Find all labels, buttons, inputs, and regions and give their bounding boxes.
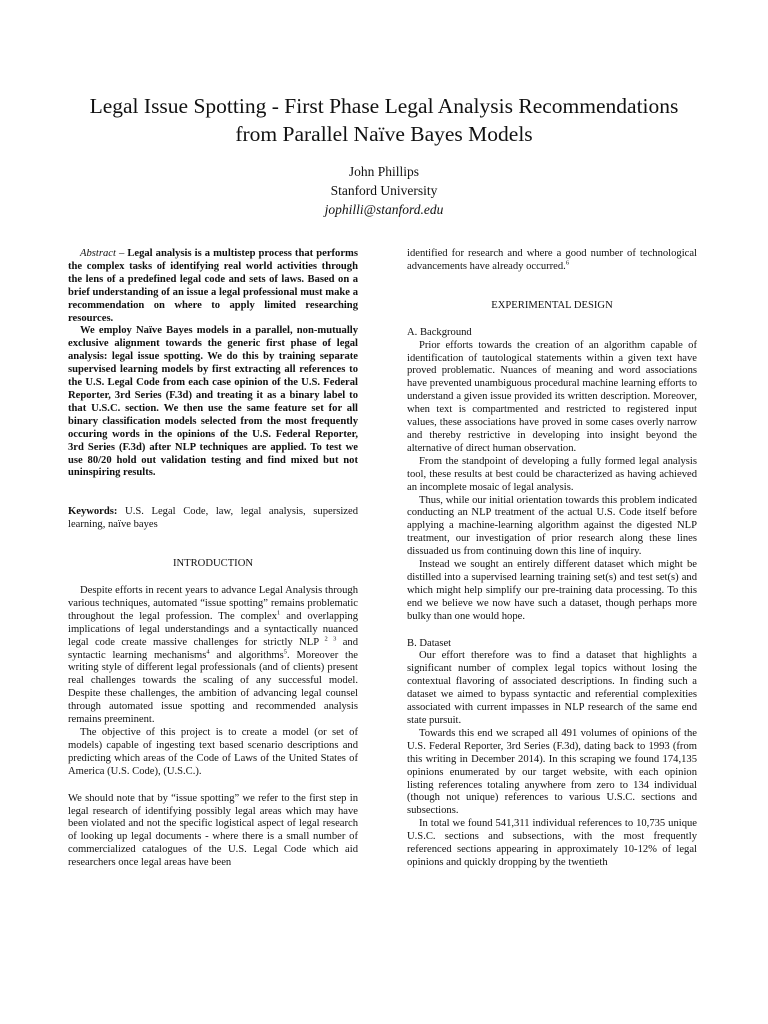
- intro-continuation: [407, 248, 697, 274]
- footnote-ref[interactable]: 2 3: [319, 635, 337, 643]
- footnote-ref[interactable]: 6: [565, 259, 570, 267]
- title-line-1: Legal Issue Spotting - First Phase Legal Analysis Recommendations: [89, 94, 679, 118]
- background-paragraph-1: Prior efforts towards the creation of an algorithm capable of identification of tautological statements within a given text have proved problematic. Nuances of meaning and word associations have prevented unambiguous procedural machine learning efforts to understand a given issue provided its written description. Moreover, when text is compartmented and restricted to registered input values, these associations have proved in some cases overly narrow and thereby restrictive in developing into insight beyond the alternative of direct human observation.: [407, 339, 697, 454]
- intro-text-c: and syntactic learning mechanisms: [68, 636, 358, 661]
- abstract-text-1: Legal analysis is a multistep process that performs the complex tasks of identifying real world activities through the lens of a predefined legal code and sets of laws. Based on a brief understanding of an issue a legal professional must make a recommendation on where to apply limited researching resources.: [68, 248, 359, 324]
- author-block: [40, 162, 728, 219]
- author-email[interactable]: jophilli@stanford.edu: [324, 202, 444, 217]
- paper-title: [40, 92, 728, 148]
- experimental-design-heading: EXPERIMENTAL DESIGN: [491, 299, 613, 311]
- intro-text-d: and algorithms: [209, 649, 284, 661]
- dataset-heading: B. Dataset: [407, 637, 452, 649]
- intro-continuation-text: identified for research and where a good number of technological advancements have already occurred.: [407, 248, 697, 272]
- abstract-dash: –: [115, 248, 128, 259]
- footnote-ref[interactable]: 1: [277, 609, 281, 617]
- background-heading: A. Background: [407, 326, 472, 338]
- introduction-heading: INTRODUCTION: [172, 558, 254, 570]
- background-paragraph-2: From the standpoint of developing a fully formed legal analysis tool, these results at best could be characterized as having achieved an incomplete mosaic of legal analysis.: [407, 455, 697, 493]
- intro-paragraph-2: The objective of this project is to create a model (or set of models) capable of ingesting text based scenario descriptions and predicting which areas of the Code of Laws of the United States of America (U.S. Code), (U.S.C.).: [68, 727, 358, 777]
- intro-paragraph-3: We should note that by “issue spotting” we refer to the first step in legal research of identifying possibly legal areas which may have been violated and not the specific logistical aspect of legal research of looking up legal documents - where there is a small number of commercialized catalogues of the U.S. Legal Code which aid researchers once legal areas have been: [68, 792, 358, 869]
- dataset-paragraph-1: Our effort therefore was to find a dataset that highlights a significant number of complex legal topics without losing the contextual flavoring of associated descriptions. In finding such a dataset we aimed to bypass syntactic and referential complexities associated with current impasses in NLP research of the same end state pursuit.: [407, 650, 697, 726]
- abstract-paragraph-2: We employ Naïve Bayes models in a parallel, non-mutually exclusive alignment towards the generic first phase of legal analysis: legal issue spotting. We do this by training separate supervised learning models by first extracting all references to the U.S. Legal Code from each case opinion of the U.S. Federal Reporter, 3rd Series (F.3d) and treating it as a binary label to that U.S.C. section. We then use the same feature set for all binary classification models selected from the most frequently occuring words in the opinions of the U.S. Federal Reporter, 3rd Series (F.3d) after NLP techniques are applied. To test we use 80/20 hold out validation testing and find mixed but not uninspiring results.: [68, 325, 358, 479]
- intro-paragraph-1: [68, 585, 358, 727]
- title-line-2: from Parallel Naïve Bayes Models: [235, 122, 533, 146]
- dataset-paragraph-3: In total we found 541,311 individual references to 10,735 unique U.S.C. sections and subsections, with the most frequently referenced sections appearing in approximately 10-12% of legal opinions and quickly dropping by the twentieth: [407, 818, 697, 868]
- keywords-label: Keywords:: [68, 506, 118, 518]
- keywords-text: U.S. Legal Code, law, legal analysis, supersized learning, naïve bayes: [68, 506, 358, 531]
- right-column: [407, 248, 697, 870]
- left-column: [68, 248, 358, 870]
- footnote-ref[interactable]: 4: [206, 648, 210, 656]
- keywords: [68, 506, 358, 532]
- background-paragraph-4: Instead we sought an entirely different dataset which might be distilled into a supervised learning training set(s) and test set(s) and which might help simplify our pre-training data processing. To this end we believe we now have such a dataset, though perhaps more bulky than one would hope.: [407, 559, 697, 622]
- intro-text-b: and overlapping implications of legal understandings and a syntactically nuanced legal code create massive challenges for strictly NLP: [68, 610, 358, 648]
- author-name: John Phillips: [348, 164, 420, 179]
- intro-text-e: . Moreover the writing style of different legal professionals (and of clients) present real challenges towards the scaling of any successful model. Despite these challenges, the ambition of advancing legal counsel through automated issue spotting and recommended analysis remains preeminent.: [68, 649, 358, 726]
- intro-text-a: Despite efforts in recent years to advance Legal Analysis through various techniques, automated “issue spotting” remains problematic throughout the legal profession. The complex: [68, 585, 358, 622]
- background-paragraph-3: Thus, while our initial orientation towards this problem indicated conducting an NLP treatment of the actual U.S. Code itself before applying a machine-learning algorithm against the digested NLP treatment, our investigation of prior research along these lines dissuaded us from continuing down this line of inquiry.: [407, 494, 697, 558]
- dataset-paragraph-2: Towards this end we scraped all 491 volumes of opinions of the U.S. Federal Reporter, 3rd Series (F.3d), dating back to 1993 (from this writing in December 2014). In this scraping we found 174,135 opinions enumerated by our target website, with each opinion listing references totaling anywhere from zero to 134 individual (though not unique) references to various U.S.C. sections and subsections.: [407, 727, 697, 817]
- author-affiliation: Stanford University: [330, 183, 438, 198]
- abstract-paragraph-1: [68, 248, 358, 325]
- abstract-label: Abstract: [80, 248, 116, 259]
- footnote-ref[interactable]: 5: [283, 648, 288, 656]
